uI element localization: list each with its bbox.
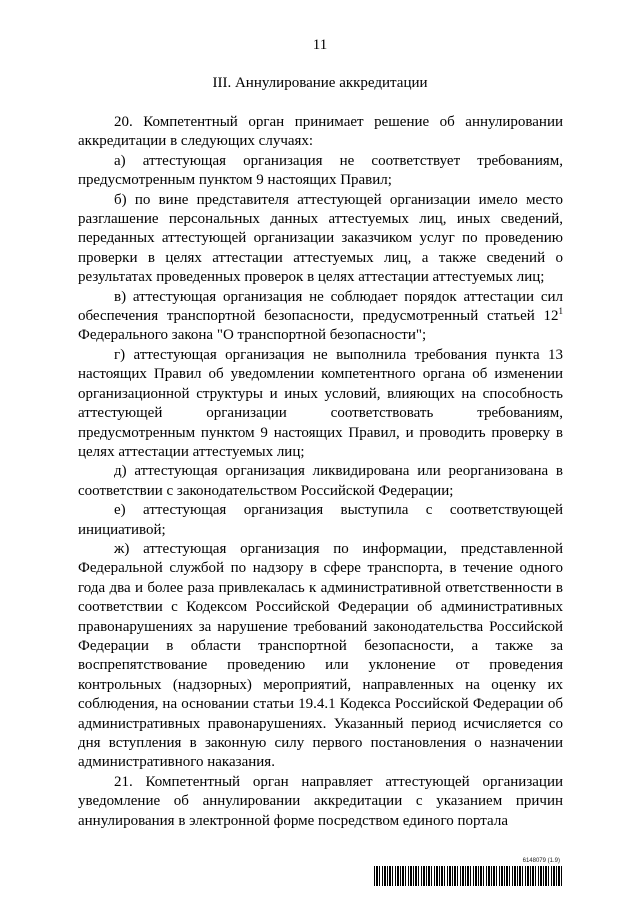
- superscript-marker: 1: [558, 306, 563, 317]
- section-title: III. Аннулирование аккредитации: [212, 75, 428, 91]
- paragraph-20-e: е) аттестующая организация выступила с соответствующей инициативой;: [78, 502, 563, 538]
- page-number: 11: [312, 37, 328, 53]
- paragraph-20-v: [78, 288, 563, 346]
- document-body: [78, 113, 563, 831]
- paragraph-21: 21. Компетентный орган направляет аттестующей организации уведомление об аннулировании аккредитации с указанием причин аннулирования в электронной форме посредством единого портала: [78, 773, 563, 829]
- paragraph-20-a: а) аттестующая организация не соответствует требованиям, предусмотренным пунктом 9 настоящих Правил;: [78, 152, 563, 189]
- paragraph-20-b: б) по вине представителя аттестующей организации имело место разглашение персональных данных аттестуемых лиц, иных сведений, переданных аттестующей организации заказчиком услуг по проведению проверки в целях аттестации аттестуемых лиц, а также сведений о результатах проведенных проверок в целях аттестации аттестуемых лиц;: [78, 191, 563, 286]
- paragraph-20-v-text: в) аттестующая организация не соблюдает порядок аттестации сил обеспечения транспортной безопасности, предусмотренный статьей 12: [78, 288, 563, 325]
- document-code: 6148079 (1.9): [522, 858, 560, 864]
- paragraph-20-v-text-end: Федерального закона "О транспортной безопасности";: [78, 327, 427, 344]
- paragraph-20-d: д) аттестующая организация ликвидирована или реорганизована в соответствии с законодательством Российской Федерации;: [78, 463, 563, 499]
- paragraph-20-g: г) аттестующая организация не выполнила требования пункта 13 настоящих Правил об уведомлении компетентного органа об изменении организационной структуры и иных условий, влияющих на способность аттестующей организации соответствовать требованиям, предусмотренным пунктом 9 настоящих Правил, и проводить проверку в целях аттестации аттестуемых лиц;: [78, 346, 563, 460]
- paragraph-20-zh: ж) аттестующая организация по информации, представленной Федеральной службой по надзору в сфере транспорта, в течение одного года два и более раза привлекалась к административной ответственности в соответствии с Кодексом Российской Федерации об административных правонарушениях за нарушение требований законодательства Российской Федерации в области транспортной безопасности, а также за воспрепятствование проведению или уклонение от проведения контрольных (надзорных) мероприятий, направленных на оценку их соблюдения, на основании статьи 19.4.1 Кодекса Российской Федерации об административных правонарушениях. Указанный период исчисляется со дня вступления в законную силу первого постановления о назначении административного наказания.: [78, 540, 563, 771]
- barcode-image: [374, 866, 562, 886]
- paragraph-20: 20. Компетентный орган принимает решение об аннулировании аккредитации в следующих случаях:: [78, 114, 563, 150]
